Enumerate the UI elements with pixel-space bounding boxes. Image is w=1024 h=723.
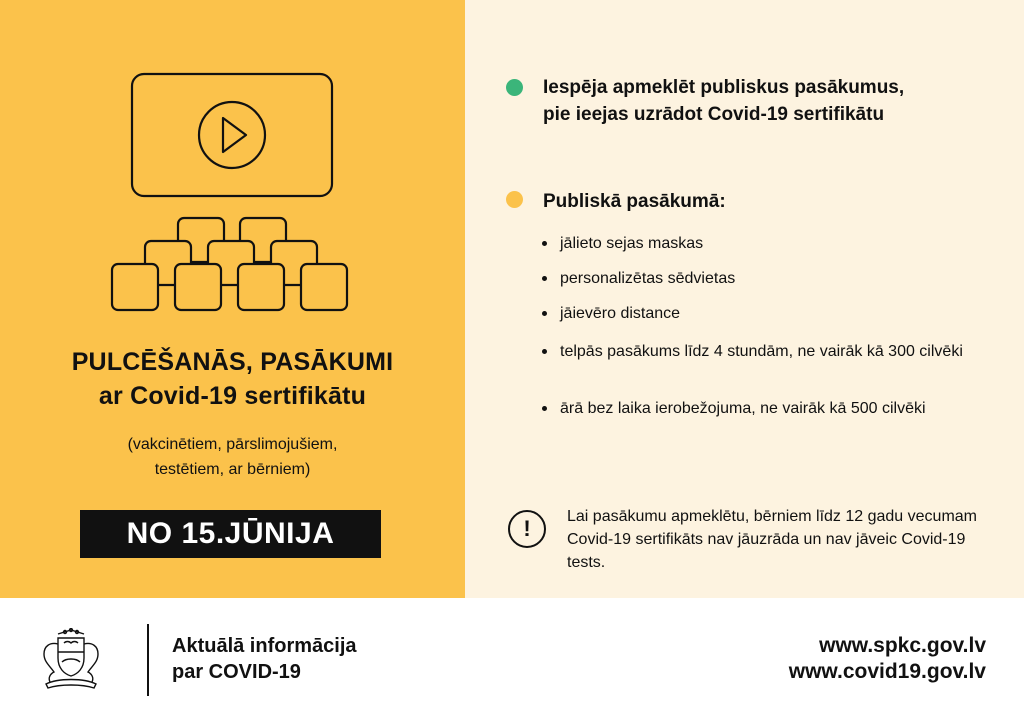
seat-icon	[112, 264, 158, 310]
green-dot-icon	[506, 79, 523, 96]
theater-screen-play-seats-icon	[100, 68, 370, 318]
list-item-text: jāievēro distance	[560, 305, 681, 322]
warning-text: Lai pasākumu apmeklētu, bērniem līdz 12 gadu vecumam Covid-19 sertifikāts nav jāuzrāda un nav jāveic Covid-19 tests.	[567, 508, 977, 571]
play-triangle-icon	[223, 118, 246, 152]
list-item	[540, 397, 1010, 420]
audience-note-line-1: (vakcinētiem, pārslimojušiem,	[127, 436, 338, 453]
covid19-link[interactable]: www.covid19.gov.lv	[788, 660, 986, 683]
public-event-heading: Publiskā pasākumā:	[543, 191, 726, 212]
bullet-icon	[542, 276, 547, 281]
footer-title-line-2: par COVID-19	[172, 661, 301, 683]
title-line-2: ar Covid-19 sertifikātu	[98, 382, 367, 410]
list-item-text: ārā bez laika ierobežojuma, ne vairāk kā 500 cilvēki	[560, 400, 926, 417]
date-badge: NO 15.JŪNIJA	[80, 510, 381, 558]
play-button-icon	[199, 102, 265, 168]
seat-icon	[238, 264, 284, 310]
list-item-text: jālieto sejas maskas	[560, 235, 704, 252]
latvia-coat-of-arms-icon	[38, 628, 104, 690]
audience-note-line-2: testētiem, ar bērniem)	[154, 461, 311, 478]
audience-note	[0, 432, 465, 482]
footer-divider	[147, 624, 149, 696]
bullet-icon	[542, 311, 547, 316]
footer-links	[789, 633, 986, 685]
list-item	[540, 267, 735, 290]
screen-icon	[132, 74, 332, 196]
spkc-link[interactable]: www.spkc.gov.lv	[819, 634, 986, 657]
list-item-text: personalizētas sēdvietas	[560, 270, 736, 287]
title-line-1: PULCĒŠANĀS, PASĀKUMI	[71, 348, 394, 376]
footer-title-line-1: Aktuālā informācija	[172, 635, 357, 657]
list-item	[540, 302, 680, 325]
list-item-text: telpās pasākums līdz 4 stundām, ne vairāk kā 300 cilvēki	[560, 343, 963, 360]
list-item	[540, 232, 703, 255]
page-title	[0, 345, 465, 413]
exclamation-icon: !	[508, 510, 546, 548]
bullet-icon	[542, 241, 547, 246]
yellow-dot-icon	[506, 191, 523, 208]
list-item	[540, 340, 970, 363]
footer-title	[172, 633, 357, 685]
bullet-icon	[542, 349, 547, 354]
bullet-icon	[542, 406, 547, 411]
seat-icon	[301, 264, 347, 310]
permission-heading: Iespēja apmeklēt publiskus pasākumus, pie ieejas uzrādot Covid-19 sertifikātu	[543, 77, 905, 125]
seat-icon	[175, 264, 221, 310]
